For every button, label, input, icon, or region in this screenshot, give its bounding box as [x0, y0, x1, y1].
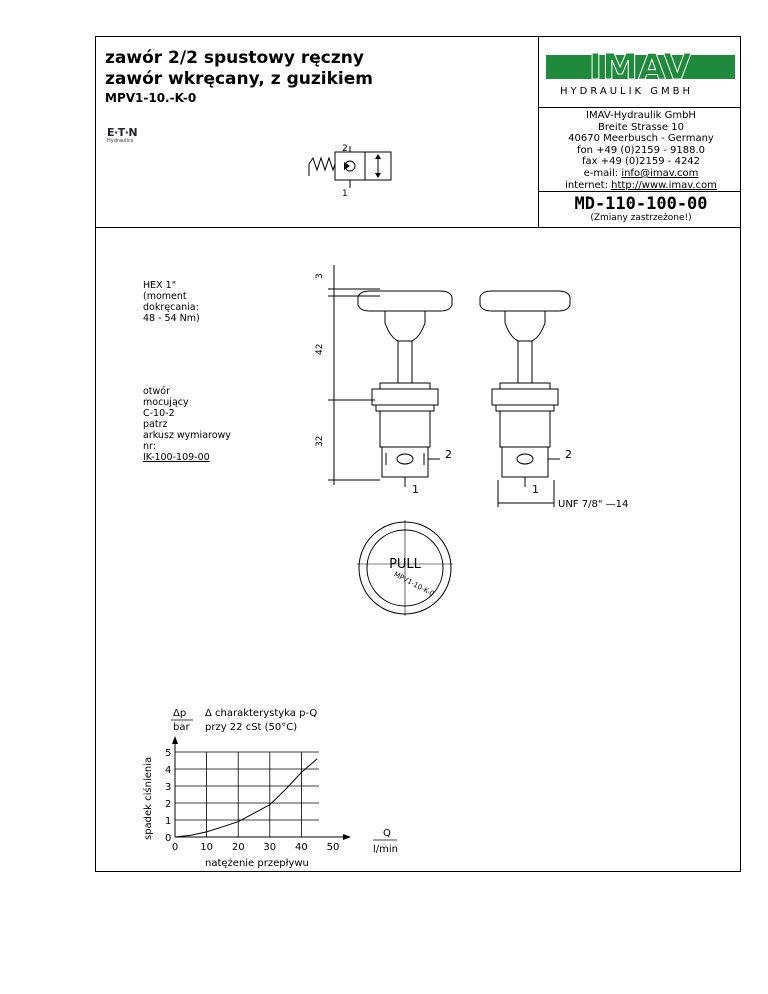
cavity-note-line: nr:	[143, 441, 156, 452]
knob-pull-text: PULL	[389, 557, 421, 572]
street: Breite Strasse 10	[598, 121, 684, 133]
header-divider-vertical	[538, 36, 539, 228]
chart-y-tick: 3	[165, 782, 172, 793]
chart-x-tick: 20	[231, 842, 245, 853]
web-line	[541, 180, 741, 192]
thread-spec: UNF 7/8" —14	[558, 499, 629, 510]
chart-y-tick: 0	[165, 833, 172, 844]
fax: fax +49 (0)2159 - 4242	[581, 156, 701, 168]
chart-x-tick: 40	[295, 842, 308, 853]
chart-x-label: natężenie przepływu	[205, 858, 309, 869]
address-block	[541, 110, 741, 191]
reserved-note: (Zmiany zastrzeżone!)	[590, 213, 692, 223]
chart-y-axis-arrow	[172, 736, 178, 744]
chart-y-unit-bottom: bar	[173, 722, 190, 733]
chart-x-unit-top: Q	[383, 828, 391, 839]
chart-x-tick: 10	[200, 842, 213, 853]
cavity-note-line: patrz	[143, 419, 168, 430]
chart-x-tick: 50	[326, 842, 340, 853]
cavity-sheet-link[interactable]: IK-100-109-00	[143, 452, 210, 463]
hex-note-line: (moment	[143, 291, 187, 302]
right-port-1: 1	[532, 483, 539, 496]
knob-model-text: MPV1-10-K-0	[392, 570, 436, 599]
imav-logo-subtext: HYDRAULIK GMBH	[560, 86, 694, 97]
dim-3: 3	[315, 273, 325, 279]
symbol-port-1: 1	[342, 189, 348, 199]
hex-note-line: dokręcania:	[143, 302, 199, 313]
eaton-logo: E·T·N	[107, 126, 138, 139]
hex-note-line: HEX 1"	[143, 280, 177, 291]
title-line-2: zawór wkręcany, z guzikiem	[105, 69, 373, 89]
model-code: MPV1-10.-K-0	[105, 91, 197, 105]
hex-note-line: 48 - 54 Nm)	[143, 313, 200, 324]
knob-top-view	[355, 518, 455, 618]
symbol-port-2: 2	[342, 144, 348, 154]
chart-title: Δ charakterystyka p-Q	[205, 708, 318, 719]
left-port-2: 2	[445, 448, 452, 461]
cavity-note-line: otwór	[143, 386, 171, 397]
chart-y-tick: 5	[165, 748, 172, 759]
right-port-2: 2	[565, 448, 572, 461]
chart-series-line	[175, 759, 317, 837]
hydraulic-symbol	[305, 140, 405, 200]
company-name: IMAV-Hydraulik GmbH	[586, 110, 696, 121]
cavity-note-line: mocujący	[143, 397, 189, 408]
dim-32: 32	[315, 435, 325, 447]
chart-x-tick: 30	[263, 842, 277, 853]
chart-x-unit-bottom: l/min	[373, 844, 399, 855]
cavity-note-line: C-10-2	[143, 408, 175, 419]
email-label: e-mail:	[583, 167, 622, 179]
eaton-logo-sub: Hydraulics	[107, 138, 134, 144]
document-code: MD-110-100-00	[574, 194, 708, 214]
imav-logo	[540, 37, 741, 108]
chart-x-tick: 0	[171, 842, 179, 853]
chart-y-tick: 4	[165, 765, 172, 776]
document-title	[105, 48, 373, 90]
valve-drawing	[300, 255, 700, 525]
city: 40670 Meerbusch - Germany	[568, 133, 714, 145]
chart-y-label: spadek ciśnienia	[143, 756, 154, 840]
chart-y-tick: 2	[165, 799, 172, 810]
chart-y-unit-top: Δp	[173, 708, 187, 719]
email-line	[541, 168, 741, 180]
cavity-note	[143, 386, 231, 463]
dim-42: 42	[315, 343, 325, 355]
imav-logo-text: IMAV	[588, 47, 692, 88]
pressure-flow-chart	[135, 700, 415, 870]
web-link[interactable]: http://www.imav.com	[611, 179, 717, 191]
phone: fon +49 (0)2159 - 9188.0	[576, 144, 705, 156]
cavity-note-line: arkusz wymiarowy	[143, 430, 231, 441]
chart-y-tick: 1	[165, 816, 172, 827]
chart-subtitle: przy 22 cSt (50°C)	[205, 722, 298, 733]
left-port-1: 1	[412, 483, 419, 496]
header-divider-horizontal	[95, 227, 741, 228]
email-link[interactable]: info@imav.com	[621, 167, 699, 179]
hex-note	[143, 280, 200, 324]
web-label: internet:	[565, 179, 612, 191]
title-line-1: zawór 2/2 spustowy ręczny	[105, 48, 364, 68]
chart-x-axis-arrow	[343, 834, 351, 840]
